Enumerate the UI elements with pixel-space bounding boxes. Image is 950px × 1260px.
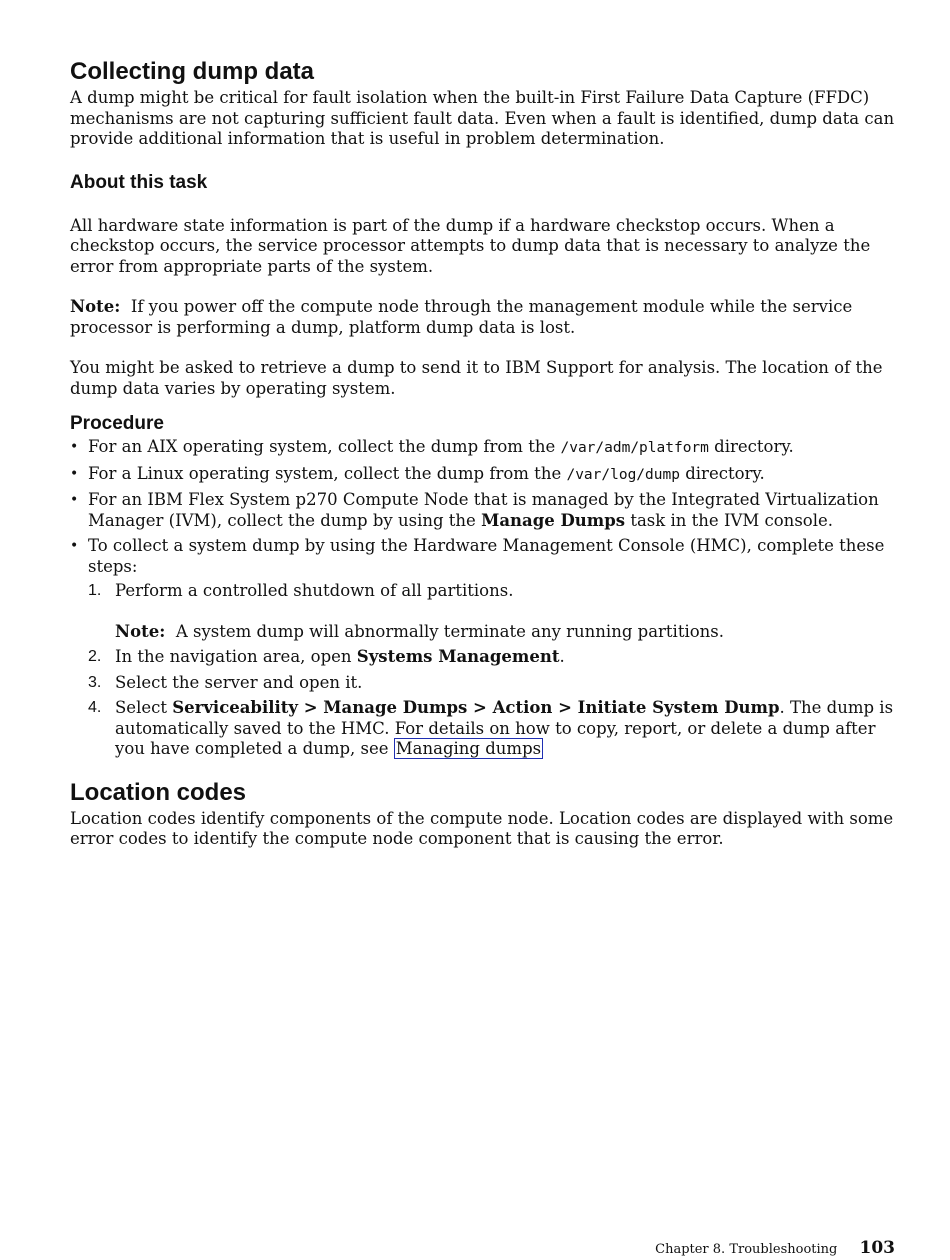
hmc-steps-list — [88, 581, 895, 760]
manage-dumps-term: Manage Dumps — [481, 510, 626, 530]
systems-management-term: Systems Management — [356, 647, 560, 666]
page-number: 103 — [859, 1238, 895, 1258]
page-content — [70, 56, 895, 850]
hmc-step-3: 3. Select the server and open it. — [88, 672, 363, 692]
note-text: If you power off the compute node through the management module while the service processor is performing a dump, platform dump data is lost. — [70, 297, 853, 337]
step-number: 3. — [88, 673, 102, 691]
procedure-item-hmc: • To collect a system dump by using the Hardware Management Console (HMC), complete these steps: 1. Perform a controlled shutdown of all partitions. Note: A system dump will abnormally terminate any running partitions. 2. In the navigation area, open Systems Management. 3. Select the server and open it. 4. Select Serviceability > Manage Dumps > Action > Initiate System Dump. The dump is automatically saved to the HMC. For details on how to copy, report, or delete a dump after you have completed a dump, see Managing dumps — [70, 536, 894, 758]
power-off-note — [70, 297, 895, 338]
note-label: Note: — [115, 621, 166, 641]
bullet-mark: • — [70, 465, 79, 482]
linux-dump-path: /var/log/dump — [566, 466, 680, 483]
hmc-step-1: 1. Perform a controlled shutdown of all partitions. Note: A system dump will abnormally terminate any running partitions. — [88, 581, 895, 642]
hardware-state-paragraph: All hardware state information is part of the dump if a hardware checkstop occurs. When a checkstop occurs, the service processor attempts to dump data that is necessary to analyze the error from appropriate parts of the system. — [70, 215, 871, 276]
about-task-heading: About this task — [70, 171, 208, 193]
step-number: 4. — [88, 699, 102, 716]
hmc-step-4: 4. Select Serviceability > Manage Dumps > Action > Initiate System Dump. The dump is automatically saved to the HMC. For details on how to copy, report, or delete a dump after you have completed a dump, see Managing dumps — [88, 698, 894, 758]
note-label: Note: — [70, 297, 121, 316]
intro-paragraph: A dump might be critical for fault isolation when the built-in First Failure Data Capture (FFDC) mechanisms are not capturing sufficient fault data. Even when a fault is identified, dump data can provide additional information that is useful in problem determination. — [70, 88, 895, 148]
chapter-label: Chapter 8. Troubleshooting — [655, 1242, 838, 1257]
initiate-dump-path: Serviceability > Manage Dumps > Action > Initiate System Dump — [172, 698, 780, 717]
managing-dumps-link[interactable]: Managing dumps — [395, 739, 542, 758]
aix-dump-path: /var/adm/platform — [560, 440, 709, 456]
procedure-heading: Procedure — [70, 413, 164, 434]
step-number: 2. — [88, 648, 102, 665]
step-number: 1. — [88, 582, 102, 599]
bullet-mark: • — [70, 538, 79, 554]
hmc-step-2: 2. In the navigation area, open Systems Management. — [88, 647, 565, 666]
procedure-list — [70, 437, 895, 760]
bullet-mark: • — [70, 492, 79, 508]
step-1-note: Note: A system dump will abnormally terminate any running partitions. — [115, 621, 725, 641]
page-footer — [655, 1238, 895, 1260]
bullet-mark: • — [70, 439, 79, 455]
procedure-item-aix: • For an AIX operating system, collect the dump from the /var/adm/platform directory. — [70, 437, 794, 456]
retrieve-dump-paragraph: You might be asked to retrieve a dump to send it to IBM Support for analysis. The location of the dump data varies by operating system. — [70, 358, 883, 398]
procedure-item-ivm: • For an IBM Flex System p270 Compute Node that is managed by the Integrated Virtualization Manager (IVM), collect the dump by using the Manage Dumps task in the IVM console. — [70, 490, 879, 530]
procedure-item-linux: • For a Linux operating system, collect the dump from the /var/log/dump directory. — [70, 463, 765, 483]
location-codes-paragraph: Location codes identify components of the compute node. Location codes are displayed with some error codes to identify the compute node component that is causing the error. — [70, 808, 894, 848]
section-title-location-codes: Location codes — [70, 778, 247, 806]
section-title-collecting-dump-data: Collecting dump data — [70, 58, 315, 85]
